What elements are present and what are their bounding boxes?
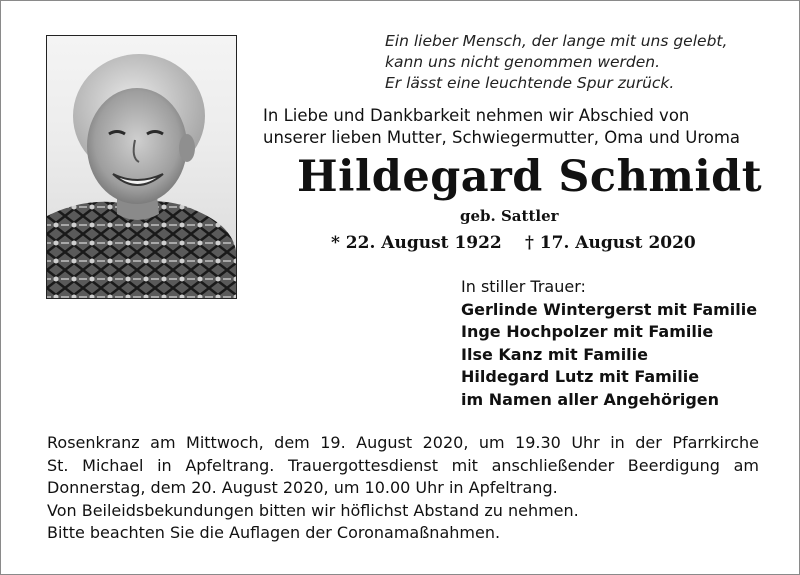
farewell-intro (263, 105, 740, 149)
death-date: † 17. August 2020 (525, 233, 696, 253)
intro-line: unserer lieben Mutter, Schwiegermutter, Oma und Uroma (263, 128, 741, 147)
memorial-poem (385, 31, 727, 94)
notice-line: Bitte beachten Sie die Auflagen der Coronamaßnahmen. (47, 523, 501, 542)
notice-line: Donnerstag, dem 20. August 2020, um 10.00 Uhr in Apfeltrang. (47, 478, 558, 497)
portrait-image (47, 36, 236, 298)
poem-line: Ein lieber Mensch, der lange mit uns gelebt, (385, 32, 728, 50)
mourners-list (461, 276, 757, 411)
birth-date: * 22. August 1922 (331, 233, 502, 253)
mourner-entry: Hildegard Lutz mit Familie (461, 367, 700, 386)
mourner-entry: Inge Hochpolzer mit Familie (461, 322, 714, 341)
portrait-photo (46, 35, 237, 299)
notice-line: Rosenkranz am Mittwoch, dem 19. August 2020, um 19.30 Uhr in der Pfarrkirche (47, 433, 759, 452)
poem-line: kann uns nicht genommen werden. (385, 53, 661, 71)
poem-line: Er lässt eine leuchtende Spur zurück. (385, 74, 675, 92)
mourners-heading: In stiller Trauer: (461, 277, 586, 296)
notice-line: Von Beileidsbekundungen bitten wir höflichst Abstand zu nehmen. (47, 500, 579, 520)
mourner-entry: im Namen aller Angehörigen (461, 389, 720, 409)
mourner-entry: Ilse Kanz mit Familie (461, 344, 648, 364)
deceased-name: Hildegard Schmidt (297, 152, 763, 202)
notice-line: St. Michael in Apfeltrang. Trauergottesdienst mit anschließender Beerdigung am (47, 455, 759, 475)
service-notice (47, 432, 759, 545)
birth-name: geb. Sattler (460, 207, 559, 225)
mourner-entry: Gerlinde Wintergerst mit Familie (461, 299, 758, 319)
intro-line: In Liebe und Dankbarkeit nehmen wir Abschied von (263, 106, 690, 125)
